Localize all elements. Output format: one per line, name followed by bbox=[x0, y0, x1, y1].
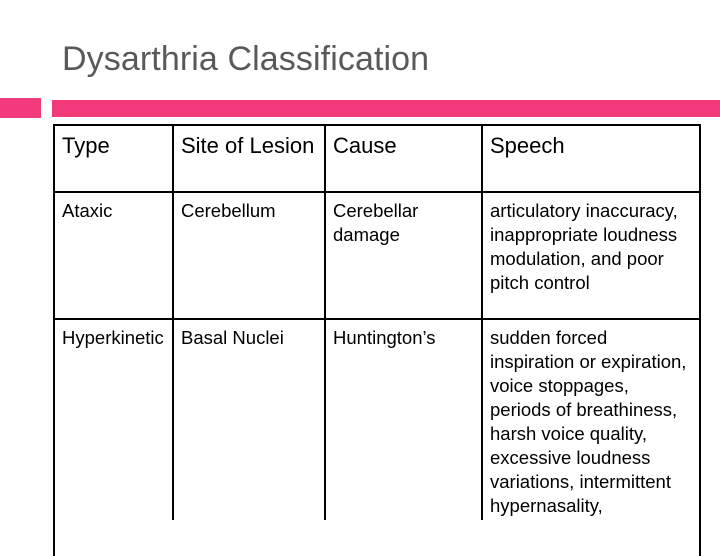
header-speech: Speech bbox=[490, 133, 565, 158]
cell-cause: Cerebellar damage bbox=[325, 192, 482, 319]
cell-cause: Huntington’s bbox=[325, 319, 482, 520]
classification-table bbox=[53, 124, 701, 556]
table-row bbox=[55, 319, 699, 520]
header-type: Type bbox=[55, 126, 173, 192]
cell-site: Cerebellum bbox=[173, 192, 325, 319]
table-header-row bbox=[55, 126, 699, 192]
cell-type: Ataxic bbox=[55, 192, 173, 319]
table-row bbox=[55, 192, 699, 319]
header-site-of-lesion: Site of Lesion bbox=[173, 126, 325, 192]
cell-type: Hyperkinetic bbox=[55, 319, 173, 520]
accent-line bbox=[52, 100, 720, 117]
slide-title: Dysarthria Classification bbox=[62, 40, 430, 78]
header-cause: Cause bbox=[325, 126, 482, 192]
cell-speech: articulatory inaccuracy, inappropriate loudness modulation, and poor pitch control bbox=[490, 200, 678, 293]
accent-square bbox=[0, 98, 41, 118]
cell-speech: sudden forced inspiration or expiration, voice stoppages, periods of breathiness, harsh voice quality, excessive loudness variations, intermittent hypernasality, bbox=[490, 327, 687, 516]
cell-site: Basal Nuclei bbox=[173, 319, 325, 520]
